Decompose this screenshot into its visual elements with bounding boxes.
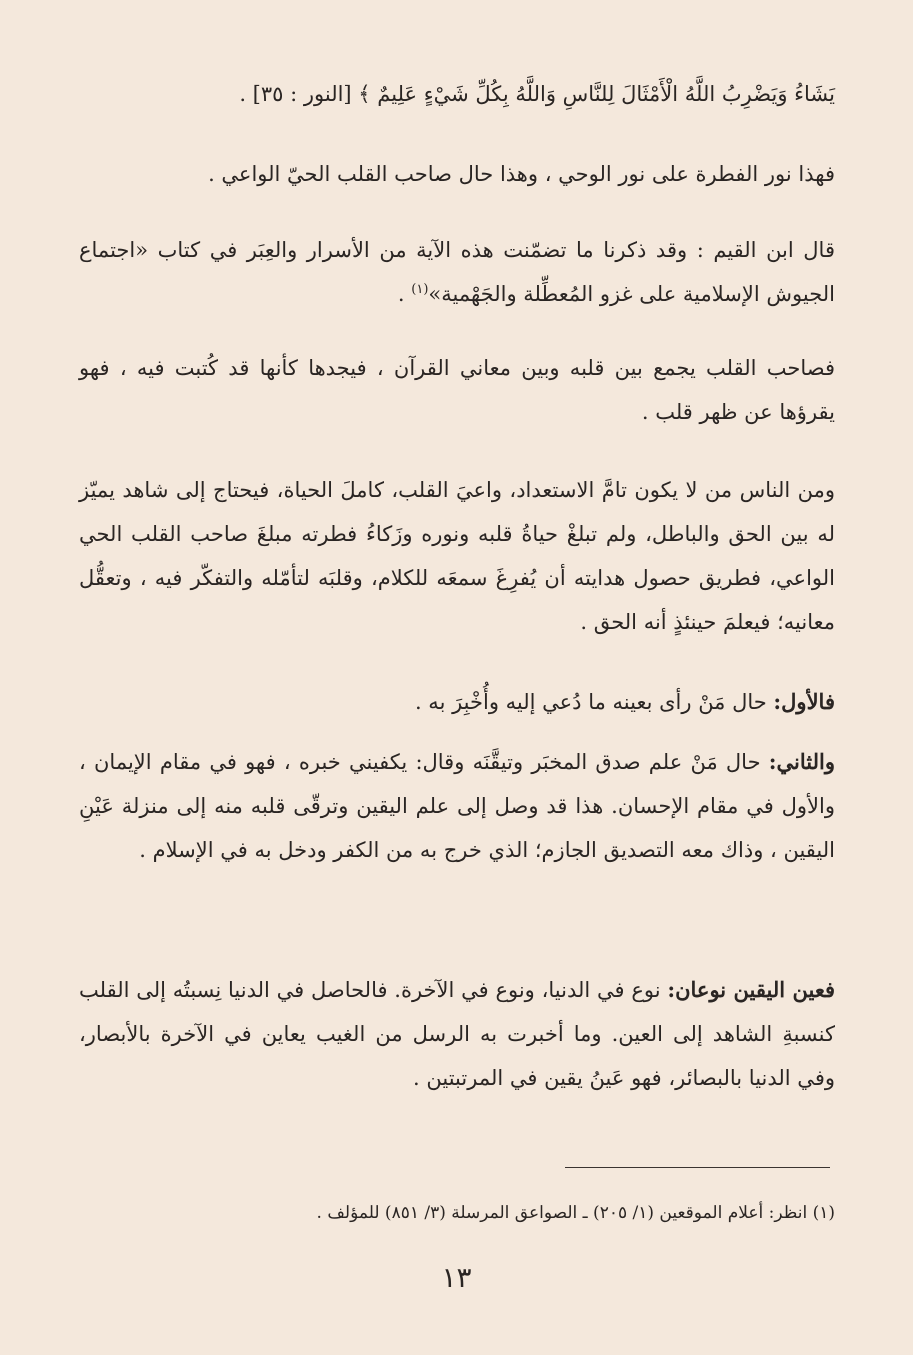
paragraph-7	[79, 968, 835, 1100]
paragraph-4	[79, 468, 835, 644]
quran-verse	[79, 72, 835, 116]
paragraph-5	[79, 680, 835, 724]
paragraph-text: حال مَنْ رأى بعينه ما دُعي إليه وأُخْبِرَ به .	[414, 690, 774, 714]
paragraph-1	[79, 152, 835, 196]
footnote	[79, 1198, 835, 1228]
paragraph-text: فصاحب القلب يجمع بين قلبه وبين معاني القرآن ، فيجدها كأنها قد كُتبت فيه ، فهو يقرؤها عن ظهر قلب .	[79, 356, 835, 424]
paragraph-lead: فالأول:	[773, 689, 835, 714]
paragraph-6	[79, 740, 835, 872]
verse-text: يَشَاءُ وَيَضْرِبُ اللَّهُ الْأَمْثَالَ لِلنَّاسِ وَاللَّهُ بِكُلِّ شَيْءٍ عَلِيمٌ ﴾ [النور : ٣٥] .	[239, 82, 835, 106]
paragraph-2	[79, 228, 835, 316]
paragraph-text: فهذا نور الفطرة على نور الوحي ، وهذا حال صاحب القلب الحيّ الواعي .	[208, 162, 835, 186]
page-number-text: ١٣	[441, 1261, 472, 1294]
paragraph-text: حال مَنْ علم صدق المخبَر وتيقَّنَه وقال: يكفيني خبره ، فهو في مقام الإيمان ، والأول في مقام الإحسان. هذا قد وصل إلى علم اليقين وترقّى قلبه منه إلى منزلة عَيْنِ اليقين ، وذاك معه التصديق الجازم؛ الذي خرج به من الكفر ودخل به في الإسلام .	[79, 750, 835, 862]
footnote-divider	[565, 1167, 830, 1168]
paragraph-text: نوع في الدنيا، ونوع في الآخرة. فالحاصل في الدنيا نِسبتُه إلى القلب كنسبةِ الشاهد إلى العين. وما أخبرت به الرسل من الغيب يعاين في الآخرة بالأبصار، وفي الدنيا بالبصائر، فهو عَينُ يقين في المرتبتين .	[79, 978, 835, 1090]
paragraph-end: .	[397, 282, 412, 306]
paragraph-lead: فعين اليقين نوعان:	[667, 977, 835, 1002]
paragraph-text: قال ابن القيم : وقد ذكرنا ما تضمّنت هذه الآية من الأسرار والعِبَر في كتاب «اجتماع الجيوش الإسلامية على غزو المُعطِّلة والجَهْمية»	[79, 238, 835, 306]
footnote-reference: (١)	[411, 282, 429, 297]
footnote-text: (١) انظر: أعلام الموقعين (١/ ٢٠٥) ـ الصواعق المرسلة (٣/ ٨٥١) للمؤلف .	[316, 1203, 835, 1223]
paragraph-lead: والثاني:	[768, 749, 835, 774]
page-number	[0, 1258, 913, 1298]
paragraph-text: ومن الناس من لا يكون تامَّ الاستعداد، واعيَ القلب، كاملَ الحياة، فيحتاج إلى شاهد يميّز له بين الحق والباطل، ولم تبلغْ حياةُ قلبه ونوره وزَكاءُ فطرته مبلغَ صاحب القلب الحي الواعي، فطريق حصول هدايته أن يُفرِغَ سمعَه للكلام، وقلبَه لتأمّله والتفكّر فيه ، وتعقُّل معانيه؛ فيعلمَ حينئذٍ أنه الحق .	[79, 478, 835, 634]
paragraph-3	[79, 346, 835, 434]
